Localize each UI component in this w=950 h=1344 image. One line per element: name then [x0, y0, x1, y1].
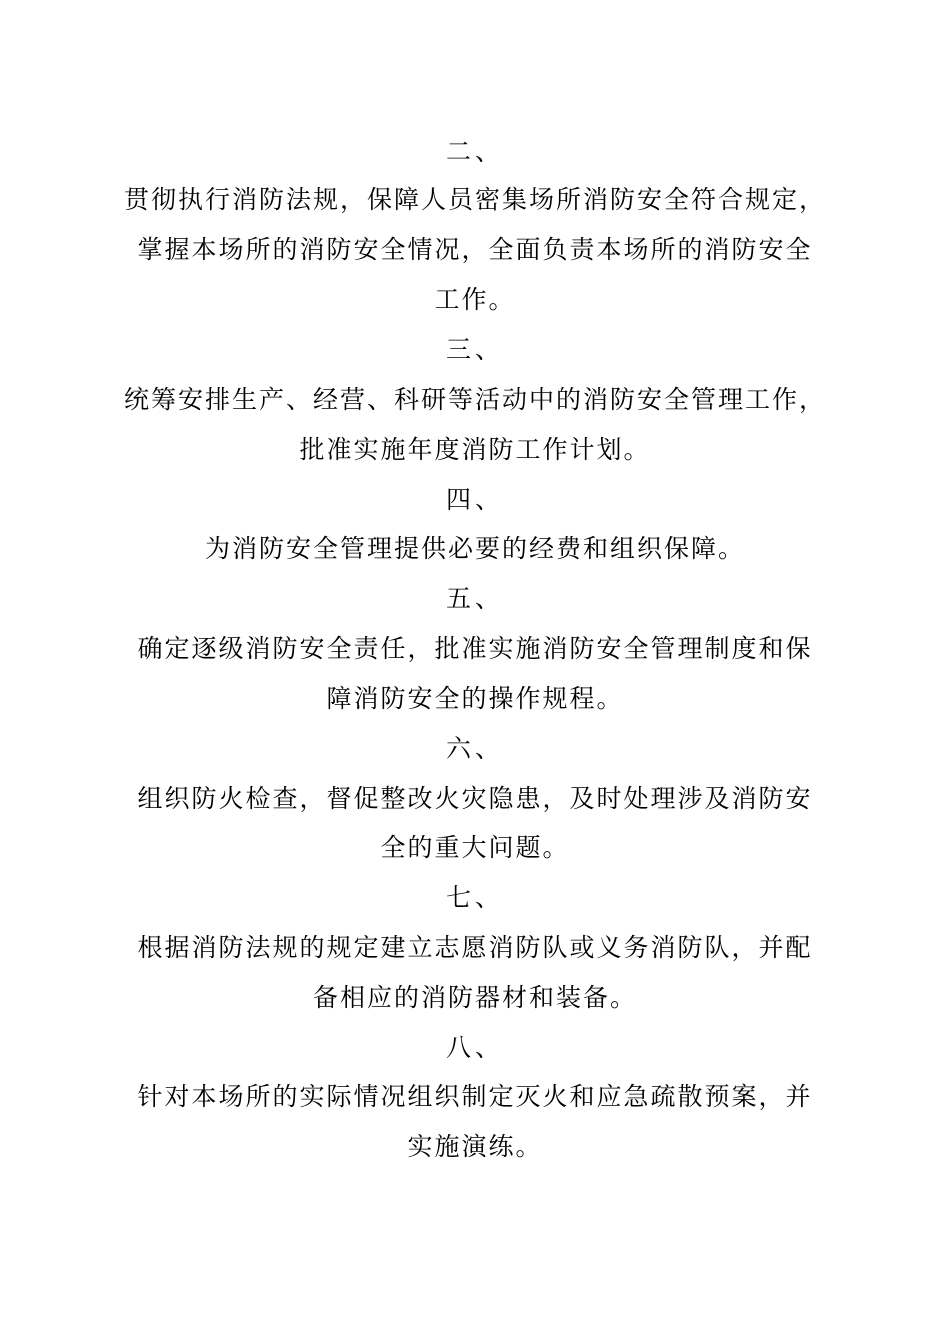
section-number: 五、 — [445, 584, 504, 613]
section-text-line: 贯彻执行消防法规，保障人员密集场所消防安全符合规定， — [123, 185, 826, 214]
section-text-line: 根据消防法规的规定建立志愿消防队或义务消防队，并配 — [137, 933, 813, 962]
section-number: 八、 — [445, 1033, 504, 1062]
section-number: 三、 — [445, 335, 504, 364]
section-text-line: 针对本场所的实际情况组织制定灭火和应急疏散预案，并 — [137, 1082, 813, 1111]
section-text-line: 障消防安全的操作规程。 — [326, 684, 624, 713]
section-text-line: 备相应的消防器材和装备。 — [312, 983, 637, 1012]
section-number: 七、 — [445, 883, 504, 912]
section-text-line: 掌握本场所的消防安全情况，全面负责本场所的消防安全 — [137, 235, 813, 264]
section-text-line: 确定逐级消防安全责任，批准实施消防安全管理制度和保 — [137, 634, 813, 663]
section-number: 二、 — [445, 137, 504, 166]
section-text-line: 统筹安排生产、经营、科研等活动中的消防安全管理工作， — [123, 385, 826, 414]
section-text-line: 工作。 — [434, 285, 516, 314]
section-number: 四、 — [445, 485, 504, 514]
section-text-line: 为消防安全管理提供必要的经费和组织保障。 — [204, 534, 745, 563]
section-text-line: 批准实施年度消防工作计划。 — [299, 435, 651, 464]
section-text-line: 实施演练。 — [407, 1132, 543, 1161]
section-text-line: 全的重大问题。 — [380, 833, 570, 862]
section-text-line: 组织防火检查，督促整改火灾隐患，及时处理涉及消防安 — [137, 784, 813, 813]
section-number: 六、 — [445, 734, 504, 763]
